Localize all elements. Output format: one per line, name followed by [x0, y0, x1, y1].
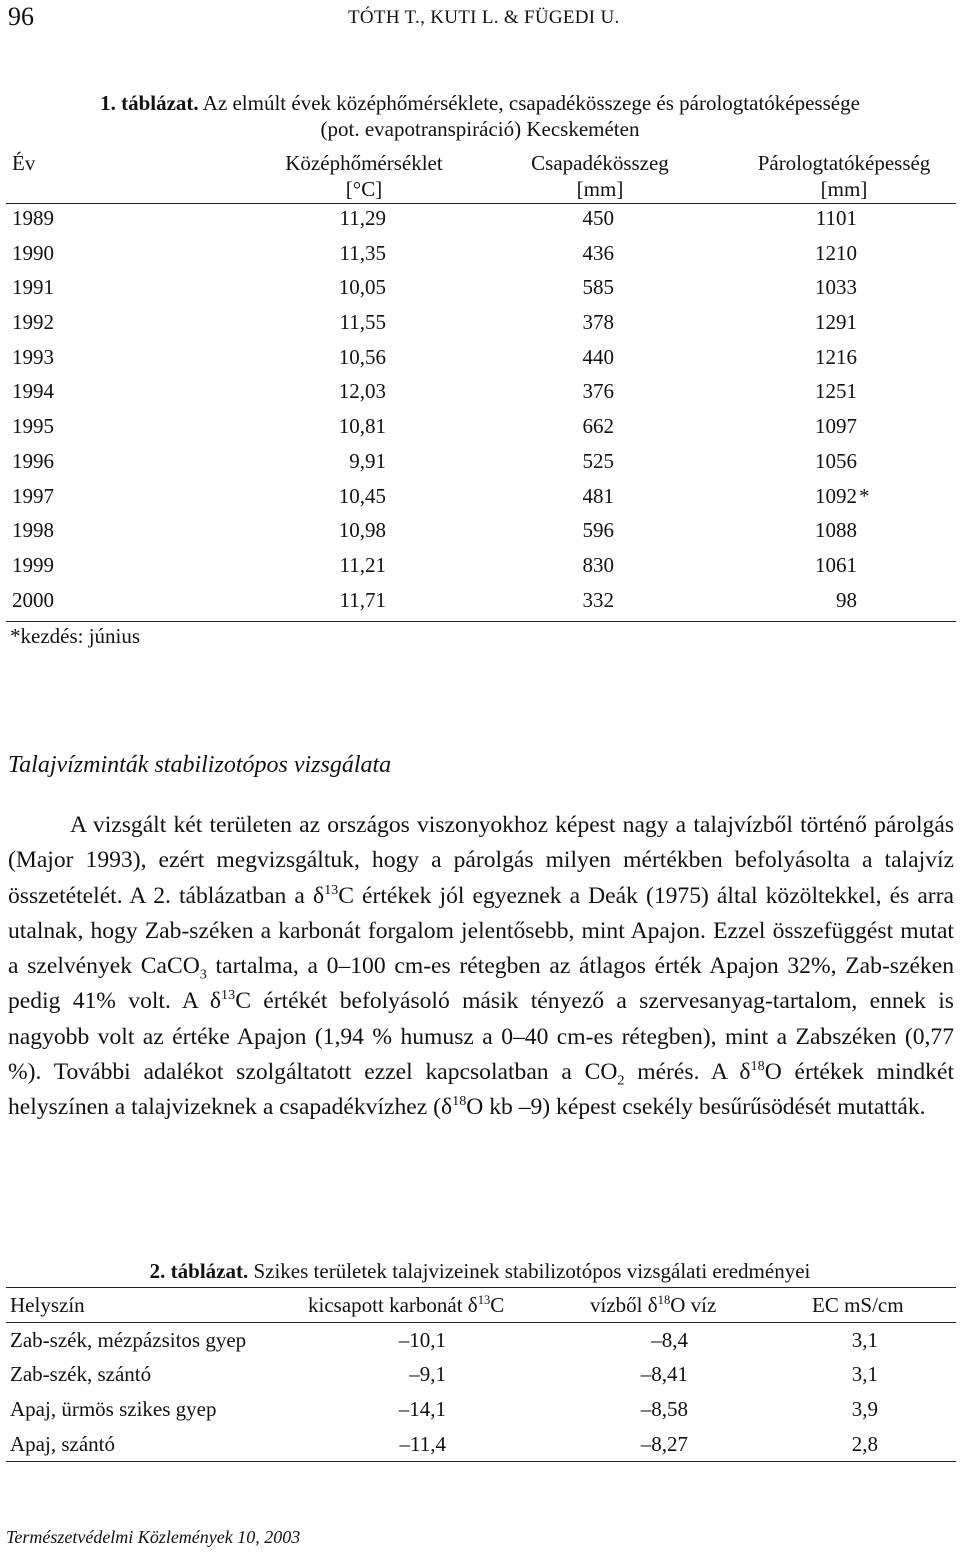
table1-header-precip-label: Csapadékösszeg [531, 151, 669, 175]
table-row [6, 410, 956, 445]
journal-footer: Természetvédelmi Közlemények 10, 2003 [6, 1527, 301, 1547]
table-row [6, 445, 956, 480]
table2-header-water [590, 1293, 716, 1318]
table2-cell-water: –8,27 [640, 1431, 688, 1456]
running-head-authors: TÓTH T., KUTI L. & FÜGEDI U. [348, 7, 620, 28]
table1-cell-year: 2000 [12, 587, 54, 612]
table1-cell-temp: 10,81 [338, 414, 386, 439]
para-sup-3: 18 [750, 1058, 765, 1075]
table1-header-row [6, 150, 956, 202]
table1-cell-temp: 11,71 [339, 587, 386, 612]
table1-cell-temp: 10,98 [338, 518, 386, 543]
para-sup-2: 13 [221, 987, 236, 1004]
para-sub-2: 2 [617, 1072, 625, 1089]
table1-cell-evap: 1251 [815, 379, 857, 404]
table2-cell-water: –8,4 [651, 1327, 688, 1352]
table2-header-water-label: vízből δ [590, 1293, 658, 1317]
table-row [6, 1427, 956, 1462]
table1-cell-precip: 450 [582, 206, 614, 230]
table1-body [6, 202, 956, 618]
table1-cell-evap: 1056 [815, 448, 857, 473]
table1-cell-year: 1989 [12, 206, 54, 230]
table1-cell-precip: 585 [582, 275, 614, 300]
table2-header-carbonate-sup: 13 [477, 1293, 491, 1307]
table2-cell-site: Zab-szék, szántó [10, 1362, 152, 1387]
table-row [6, 549, 956, 584]
table2-header-carbonate-label: kicsapott karbonát δ [308, 1293, 478, 1317]
table2-cell-site: Zab-szék, mézpázsitos gyep [10, 1327, 247, 1352]
table2-cell-site: Apaj, szántó [10, 1431, 115, 1456]
table1-cell-temp: 10,45 [338, 483, 386, 508]
para-seg-4: C értékét befolyásoló másik tényező a szervesanyag-tartalom, ennek is nagyobb volt az értéke Apajon (1,94 % humusz a 0–40 cm-es rétegben), mint a Zabszéken (0,77 %). További adalékot szolgáltatott ezzel kapcsolatban a CO [8, 988, 954, 1086]
table2 [6, 1288, 956, 1461]
table1-cell-precip: 481 [582, 483, 614, 508]
table1-cell-precip: 440 [582, 344, 614, 369]
table1-cell-evap: 1061 [815, 552, 857, 577]
table1-cell-temp: 11,29 [339, 206, 386, 230]
table-row [6, 271, 956, 306]
table1-cell-temp: 11,55 [339, 310, 386, 335]
para-seg-3: tartalma, a 0–100 cm-es rétegben az átlagos érték Apajon 32%, Zab-széken pedig 41% volt. A δ [8, 953, 954, 1015]
table1-cell-precip: 332 [582, 587, 614, 612]
table2-header-site: Helyszín [10, 1293, 85, 1317]
table2-cell-ec: 3,9 [851, 1397, 878, 1422]
table1-header-temp [264, 150, 464, 202]
table1-cell-precip: 378 [582, 310, 614, 335]
table-row [6, 202, 956, 237]
table2-cell-carbonate: –10,1 [398, 1327, 446, 1352]
table1-cell-footnote-mark: * [859, 483, 870, 508]
table1-cell-temp: 11,35 [339, 240, 386, 265]
table2-cell-ec: 3,1 [851, 1362, 878, 1387]
table1-header-temp-unit: [°C] [345, 177, 383, 201]
table2-cell-site: Apaj, ürmös szikes gyep [10, 1397, 217, 1422]
table1-cell-evap: 1101 [815, 206, 857, 230]
table-row [6, 237, 956, 272]
table1-header-year: Év [12, 151, 36, 175]
table1-header-evap [728, 150, 960, 202]
table1-cell-evap: 1088 [815, 518, 857, 543]
para-seg-6: O értékek mindkét helyszínen a talajvizeknek a csapadékvízhez (δ [8, 1059, 955, 1121]
table1-cell-evap: 1216 [815, 344, 857, 369]
table1-caption-label: 1. táblázat. [100, 91, 199, 115]
table2-cell-water: –8,41 [640, 1362, 688, 1387]
table1-header-precip-unit: [mm] [576, 177, 624, 201]
table2-caption-label: 2. táblázat. [149, 1259, 249, 1283]
table1-cell-precip: 436 [582, 240, 614, 265]
table1-caption-line2: (pot. evapotranspiráció) Kecskeméten [320, 117, 640, 141]
table1-cell-year: 1994 [12, 379, 54, 404]
para-sup-4: 18 [452, 1093, 467, 1110]
table1-cell-precip: 525 [582, 448, 614, 473]
para-sub-1: 3 [199, 966, 207, 983]
table-row [6, 1392, 956, 1427]
table2-bottom-rule [6, 1461, 956, 1462]
table2-cell-carbonate: –11,4 [399, 1431, 446, 1456]
table1-header-rule [6, 203, 956, 204]
table-row [6, 341, 956, 376]
table1-cell-evap: 1092 [815, 483, 857, 508]
table1-bottom-rule [6, 621, 956, 622]
table1-cell-temp: 10,05 [338, 275, 386, 300]
table-row [6, 1323, 956, 1358]
table2-cell-water: –8,58 [640, 1397, 688, 1422]
table1-cell-year: 1999 [12, 552, 54, 577]
table1-cell-year: 1993 [12, 344, 54, 369]
table-row [6, 375, 956, 410]
table2-caption [0, 1259, 960, 1284]
para-seg-1: A vizsgált két területen az országos viszonyokhoz képest nagy a talajvízből történő párolgás (Major 1993), ezért megvizsgáltuk, hogy a párolgás milyen mértékben befolyásolta a talajvíz összetételét. A 2. táblázatban a δ [8, 812, 954, 909]
table1-cell-temp: 10,56 [338, 344, 386, 369]
table2-header-rule [6, 1322, 956, 1323]
table2-header-water-post: O víz [670, 1293, 717, 1317]
para-sup-1: 13 [324, 881, 339, 898]
table2-cell-carbonate: –9,1 [409, 1362, 446, 1387]
table1-header-temp-label: Középhőmérséklet [285, 151, 443, 175]
table1-cell-evap: 98 [836, 587, 857, 612]
table2-header-carbonate-post: C [490, 1293, 505, 1317]
table1-cell-year: 1997 [12, 483, 54, 508]
table-row [6, 584, 956, 619]
page-number: 96 [8, 2, 34, 31]
table1-header-evap-label: Párologtatóképesség [757, 151, 931, 175]
table2-body [6, 1323, 956, 1462]
table1-header-evap-unit: [mm] [820, 177, 868, 201]
table2-header-carbonate [308, 1293, 504, 1318]
table-row [6, 1357, 956, 1392]
table-row [6, 514, 956, 549]
section-heading: Talajvízminták stabilizotópos vizsgálata [8, 752, 392, 778]
table1-cell-year: 1995 [12, 414, 54, 439]
para-seg-5: mérés. A δ [624, 1059, 751, 1086]
table1-cell-year: 1996 [12, 448, 54, 473]
table1-cell-evap: 1291 [815, 310, 857, 335]
table1 [6, 150, 956, 618]
table1-cell-temp: 9,91 [349, 448, 386, 473]
table1-cell-precip: 596 [582, 518, 614, 543]
para-seg-7: O kb –9) képest csekély besűrűsödését mutatták. [466, 1094, 926, 1121]
table1-caption-text: Az elmúlt évek középhőmérséklete, csapadékösszege és párologtatóképessége [198, 91, 860, 115]
para-seg-2: C értékek jól egyeznek a Deák (1975) által közöltekkel, és arra utalnak, hogy Zab-széken a karbonát forgalom jelentősebb, mint Apajon. Ezzel összefüggést mutat a szelvények CaCO [8, 882, 954, 980]
table1-cell-year: 1992 [12, 310, 54, 335]
table1-cell-evap: 1097 [815, 414, 857, 439]
table1-cell-precip: 830 [582, 552, 614, 577]
table1-cell-precip: 662 [582, 414, 614, 439]
table2-cell-carbonate: –14,1 [398, 1397, 446, 1422]
table1-caption [0, 90, 960, 142]
body-paragraph [8, 808, 954, 1126]
table2-cell-ec: 3,1 [851, 1327, 878, 1352]
table1-cell-year: 1991 [12, 275, 54, 300]
table1-cell-year: 1998 [12, 518, 54, 543]
table1-cell-evap: 1210 [815, 240, 857, 265]
table1-cell-year: 1990 [12, 240, 54, 265]
table1-cell-temp: 12,03 [338, 379, 386, 404]
table1-header-precip [500, 150, 700, 202]
table2-cell-ec: 2,8 [851, 1431, 878, 1456]
table1-footnote: *kezdés: június [10, 624, 141, 648]
table1-cell-precip: 376 [582, 379, 614, 404]
table2-header-water-sup: 18 [657, 1293, 671, 1307]
table2-header-row [6, 1288, 956, 1323]
table2-header-ec: EC mS/cm [812, 1293, 904, 1317]
table2-caption-text: Szikes területek talajvizeinek stabilizotópos vizsgálati eredményei [248, 1259, 811, 1283]
table1-cell-temp: 11,21 [339, 552, 386, 577]
table1-cell-evap: 1033 [815, 275, 857, 300]
table-row [6, 306, 956, 341]
table-row [6, 480, 956, 515]
